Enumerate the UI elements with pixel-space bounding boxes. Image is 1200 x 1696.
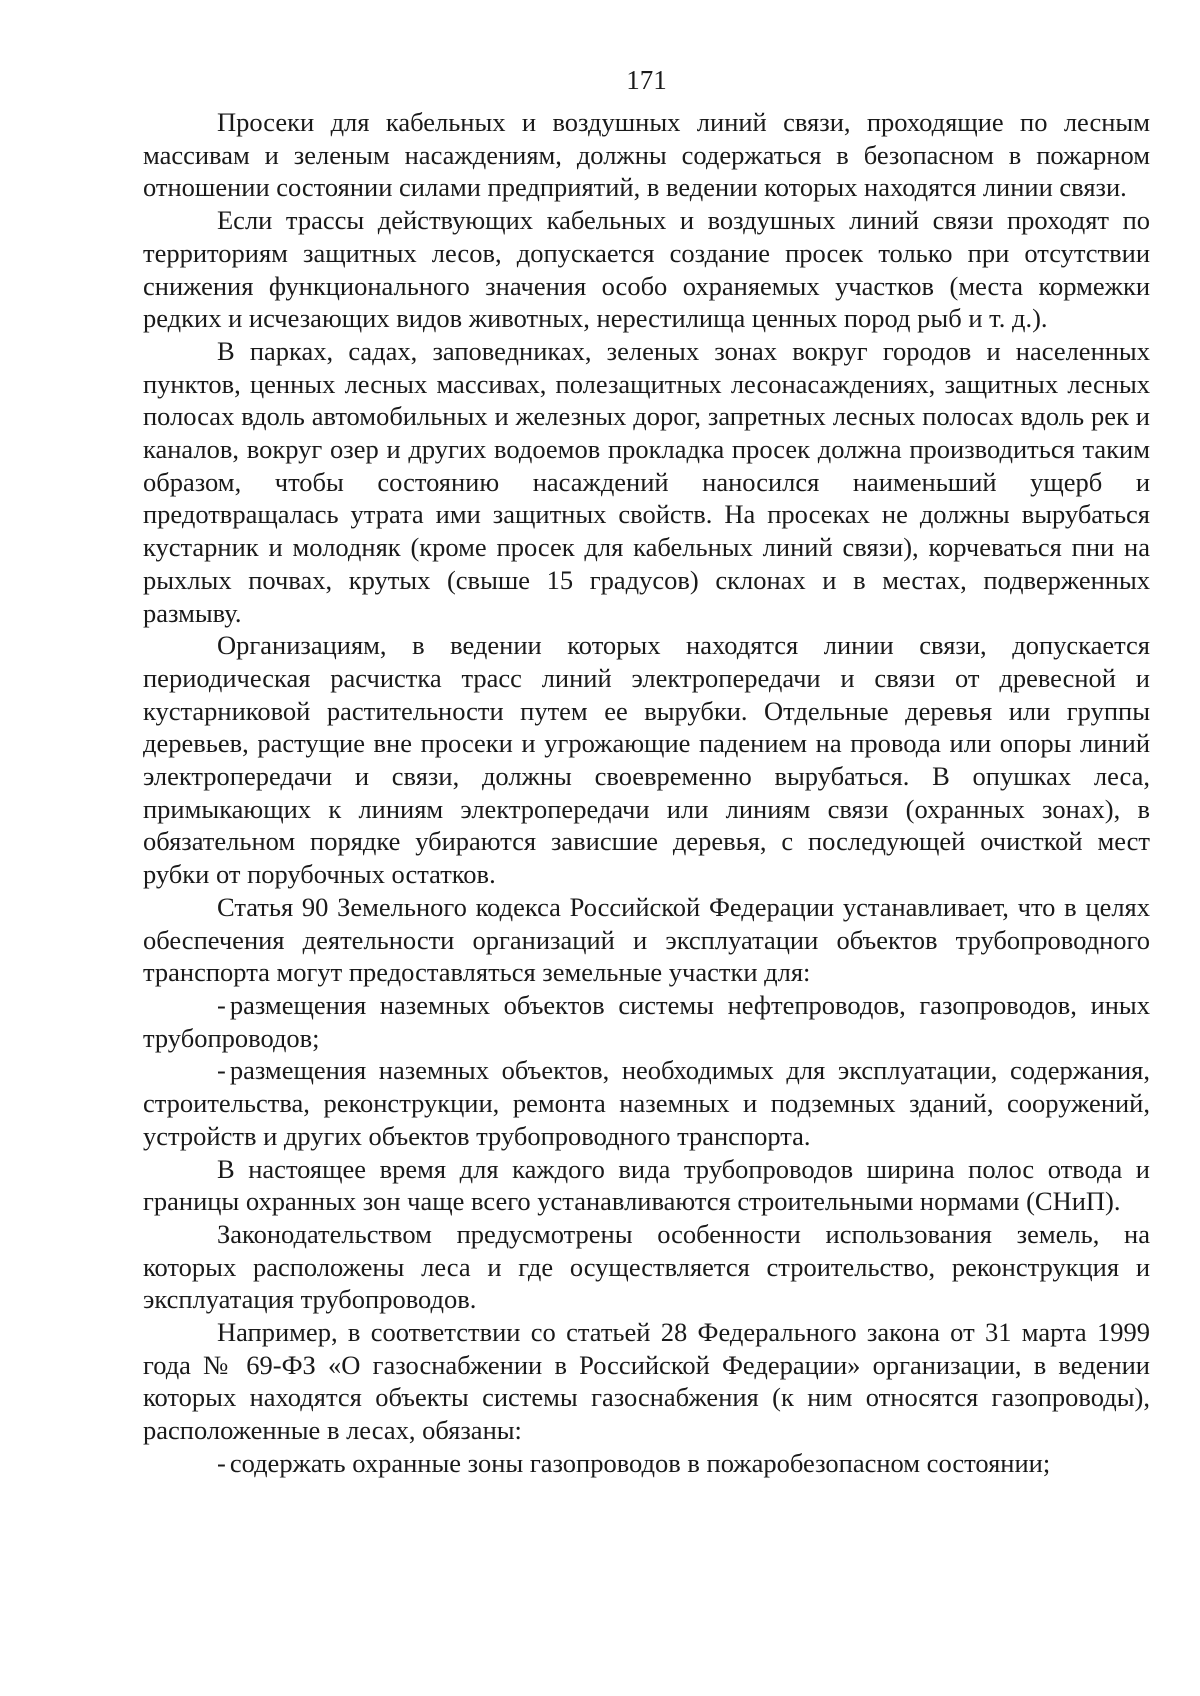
list-item-2 (143, 1054, 1150, 1152)
dash-bullet: - (217, 1055, 226, 1086)
paragraph-2: Если трассы действующих кабельных и воздушных линий связи проходят по территориям защитных лесов, допускается создание просек только при отсутствии снижения функционального значения особо охраняемых участков (места кормежки редких и исчезающих видов животных, нерестилища ценных пород рыб и т. д.). (143, 205, 1150, 334)
paragraph-3: В парках, садах, заповедниках, зеленых зонах вокруг городов и населенных пунктов, ценных лесных массивах, полезащитных лесонасаждениях, защитных лесных полосах вдоль автомобильных и железных дорог, запретных лесных полосах вдоль рек и каналов, вокруг озер и других водоемов прокладка просек должна производиться таким образом, чтобы состоянию насаждений наносился наименьший ущерб и предотвращалась утрата ими защитных свойств. На просеках не должны вырубаться кустарник и молодняк (кроме просек для кабельных линий связи), корчеваться пни на рыхлых почвах, крутых (свыше 15 градусов) склонах и в местах, подверженных размыву. (143, 335, 1150, 628)
list-item-text: содержать охранные зоны газопроводов в пожаробезопасном состоянии; (229, 1447, 1051, 1478)
document-page (143, 62, 1150, 1480)
paragraph-5: Статья 90 Земельного кодекса Российской Федерации устанавливает, что в целях обеспечения деятельности организаций и эксплуатации объектов трубопроводного транспорта могут предоставляться земельные участки для: (143, 891, 1150, 988)
list-item-1 (143, 989, 1150, 1054)
paragraph-6: В настоящее время для каждого вида трубопроводов ширина полос отвода и границы охранных зон чаще всего устанавливаются строительными нормами (СНиП). (143, 1153, 1150, 1217)
paragraph-4: Организациям, в ведении которых находятся линии связи, допускается периодическая расчистка трасс линий электропередачи и связи от древесной и кустарниковой растительности путем ее вырубки. Отдельные деревья или группы деревьев, растущие вне просеки и угрожающие падением на провода или опоры линий электропередачи и связи, должны своевременно вырубаться. В опушках леса, примыкающих к линиям электропередачи или линиям связи (охранных зонах), в обязательном порядке убираются зависшие деревья, с последующей очисткой мест рубки от порубочных остатков. (143, 630, 1150, 890)
list-item-text: размещения наземных объектов системы нефтепроводов, газопроводов, иных трубопроводов; (143, 989, 1150, 1053)
dash-bullet: - (217, 1447, 226, 1478)
page-number: 171 (626, 65, 667, 95)
paragraph-7: Законодательством предусмотрены особенности использования земель, на которых расположены леса и где осуществляется строительство, реконструкция и эксплуатация трубопроводов. (143, 1218, 1150, 1315)
dash-bullet: - (217, 989, 226, 1020)
list-item-text: размещения наземных объектов, необходимых для эксплуатации, содержания, строительства, реконструкции, ремонта наземных и подземных зданий, сооружений, устройств и других объектов трубопроводного транспорта. (143, 1055, 1150, 1151)
paragraph-8: Например, в соответствии со статьей 28 Федерального закона от 31 марта 1999 года № 69-ФЗ «О газоснабжении в Российской Федерации» организации, в ведении которых находятся объекты системы газоснабжения (к ним относятся газопроводы), расположенные в лесах, обязаны: (143, 1317, 1150, 1446)
list-item-3 (143, 1447, 1150, 1480)
paragraph-1: Просеки для кабельных и воздушных линий связи, проходящие по лесным массивам и зеленым насаждениям, должны содержаться в безопасном в пожарном отношении состоянии силами предприятий, в ведении которых находятся линии связи. (143, 107, 1150, 203)
